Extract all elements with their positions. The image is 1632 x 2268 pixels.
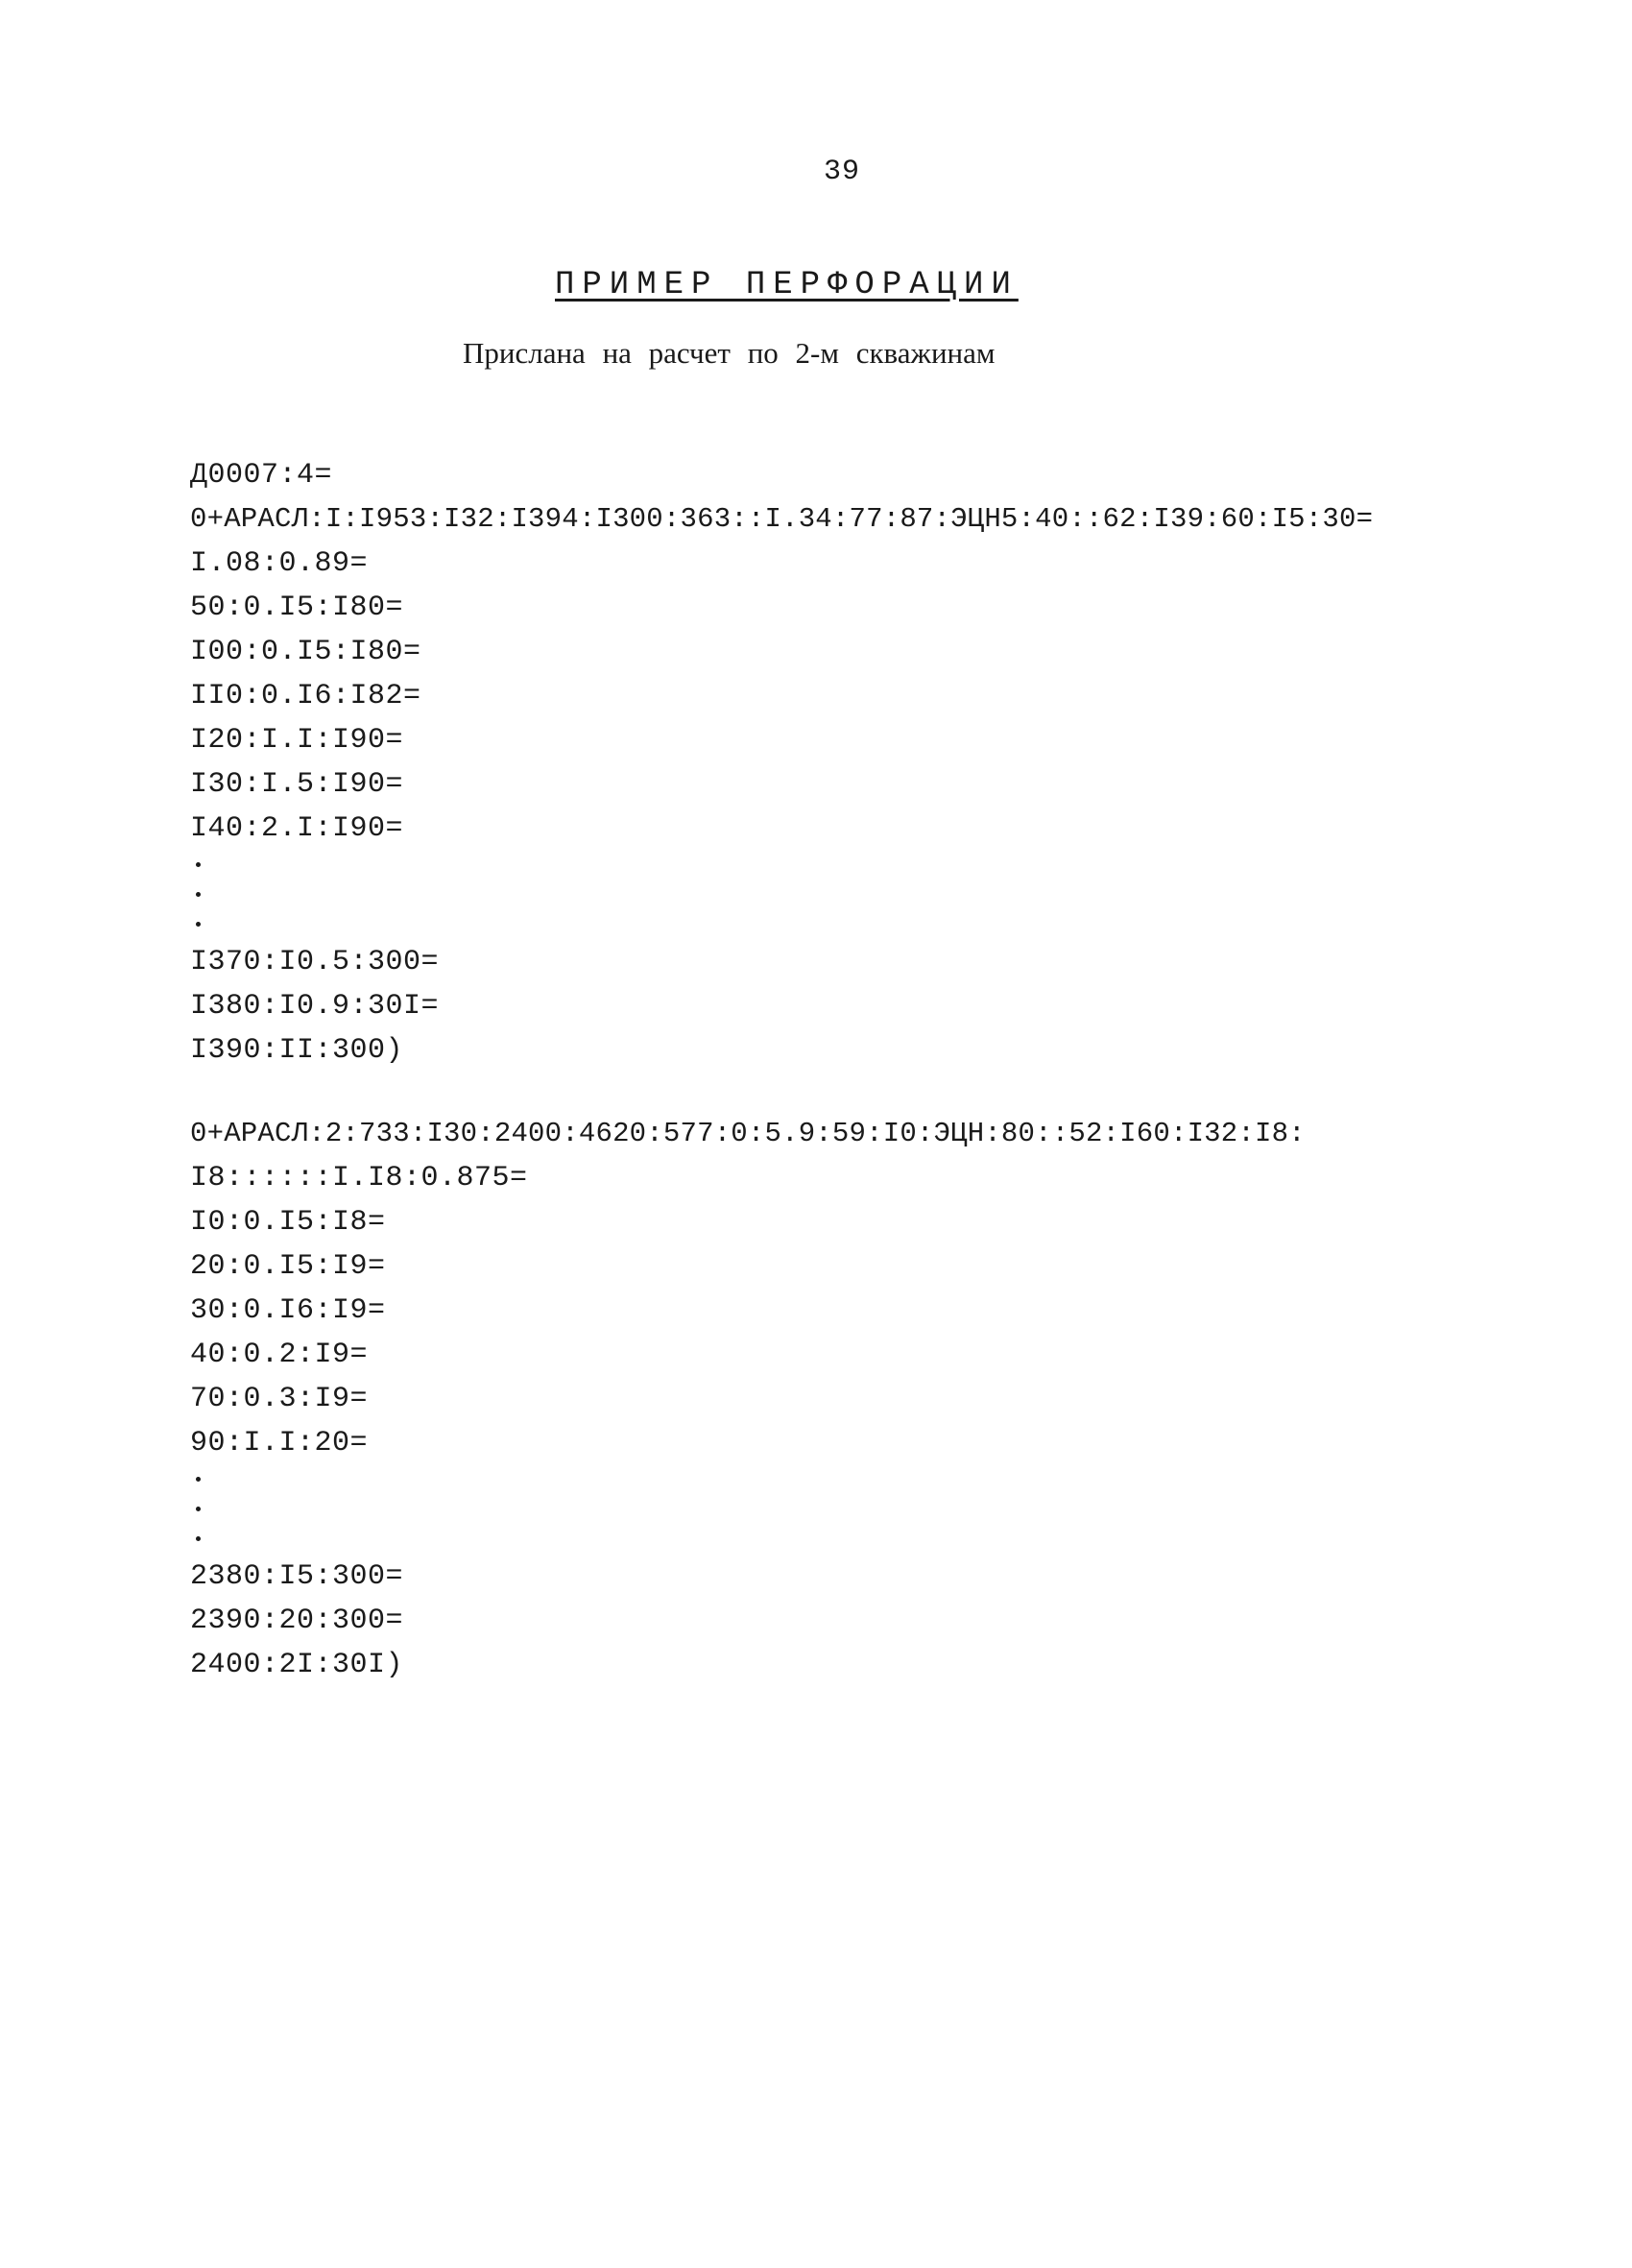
data-line: 0+АРАСЛ:I:I953:I32:I394:I300:363::I.34:77:87:ЭЦН5:40::62:I39:60:I5:30=	[190, 503, 1374, 535]
ellipsis-dot	[190, 851, 1373, 881]
ellipsis-dot	[190, 910, 1373, 940]
data-line: I8::::::I.I8:0.875=	[190, 1162, 528, 1194]
data-line: II0:0.I6:I82=	[190, 680, 421, 712]
data-line: 50:0.I5:I80=	[190, 591, 404, 624]
ellipsis-dot	[190, 1495, 1306, 1525]
data-line: 2380:I5:300=	[190, 1560, 404, 1593]
data-line: 2400:2I:30I)	[190, 1649, 404, 1681]
document-title: ПРИМЕР ПЕРФОРАЦИИ	[555, 267, 1019, 303]
data-line: 20:0.I5:I9=	[190, 1250, 386, 1283]
ellipsis-dot	[190, 1525, 1306, 1555]
document-subtitle: Прислана на расчет по 2-м скважинам	[463, 336, 996, 370]
ellipsis-dot	[190, 881, 1373, 910]
data-line: 30:0.I6:I9=	[190, 1294, 386, 1327]
well-2-data-block	[190, 1112, 1306, 1687]
data-line: Д0007:4=	[190, 459, 333, 492]
data-line: I20:I.I:I90=	[190, 724, 404, 757]
data-line: I0:0.I5:I8=	[190, 1206, 386, 1239]
data-line: I30:I.5:I90=	[190, 768, 404, 801]
data-line: I370:I0.5:300=	[190, 946, 440, 978]
ellipsis-dot	[190, 1465, 1306, 1495]
page-number: 39	[823, 156, 860, 188]
data-line: I380:I0.9:30I=	[190, 990, 440, 1023]
data-line: 90:I.I:20=	[190, 1427, 369, 1460]
data-line: I.08:0.89=	[190, 547, 369, 580]
data-line: 2390:20:300=	[190, 1604, 404, 1637]
well-1-data-block	[190, 453, 1373, 1073]
data-line: I40:2.I:I90=	[190, 812, 404, 845]
data-line: 70:0.3:I9=	[190, 1383, 369, 1415]
data-line: I00:0.I5:I80=	[190, 636, 421, 668]
data-line: 40:0.2:I9=	[190, 1339, 369, 1371]
data-line: I390:II:300)	[190, 1034, 404, 1067]
data-line: 0+АРАСЛ:2:733:I30:2400:4620:577:0:5.9:59:I0:ЭЦН:80::52:I60:I32:I8:	[190, 1118, 1306, 1149]
